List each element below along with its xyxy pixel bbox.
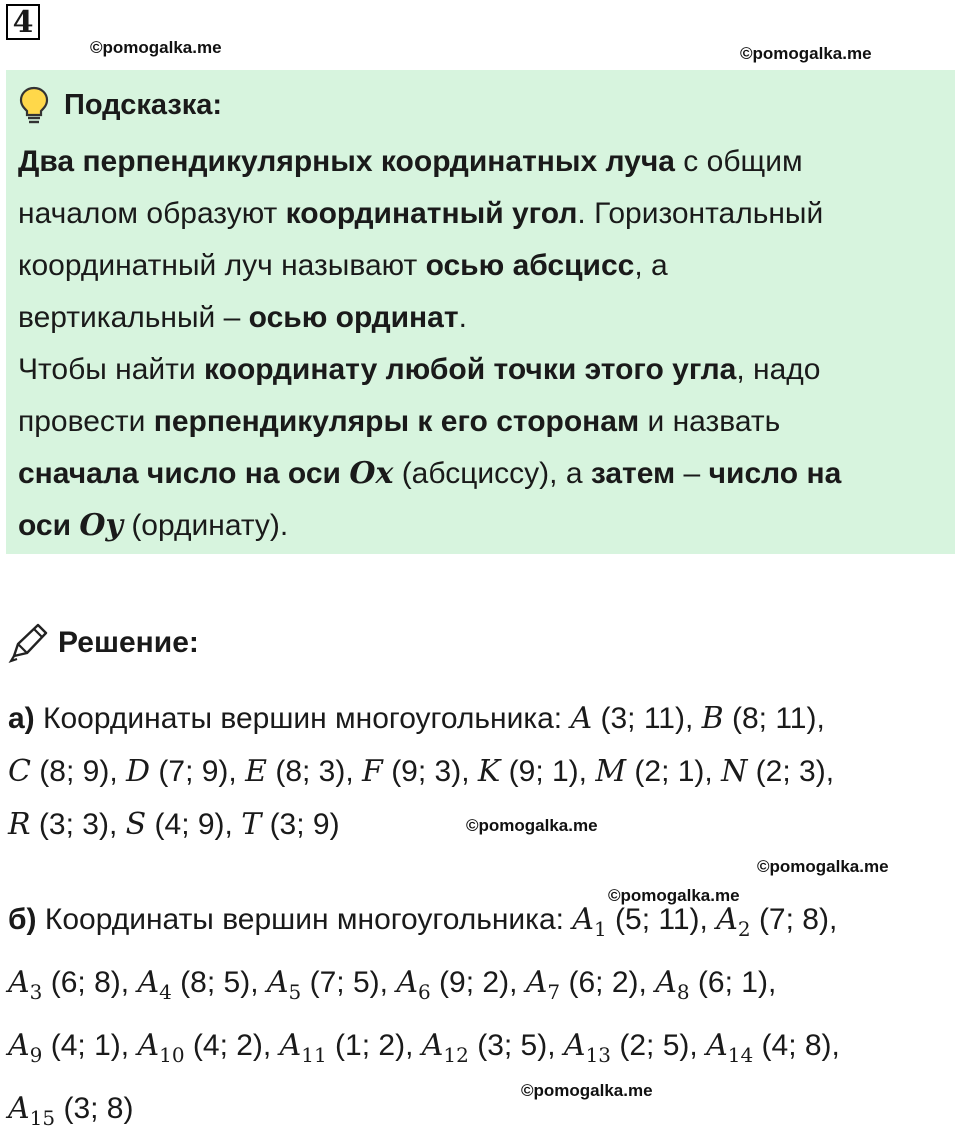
solution-line: C (8; 9), D (7; 9), E (8; 3), F (9; 3), K (9; 1), M (2; 1), N (2; 3),	[8, 754, 835, 789]
point	[137, 965, 251, 1004]
point-coords: (9; 3)	[382, 755, 462, 788]
watermark: ©pomogalka.me	[740, 44, 872, 63]
hint-line: вертикальный – осью ординат.	[18, 301, 467, 334]
solution-part-b	[8, 893, 840, 1145]
point-name: N	[721, 754, 748, 789]
point-name: D	[126, 754, 151, 789]
point-name: $A_{10}$	[137, 1028, 185, 1067]
point-name: $A_{15}$	[8, 1091, 56, 1130]
point-name: $A_7$	[525, 965, 561, 1004]
point-name: R	[8, 807, 31, 842]
point	[8, 1091, 134, 1130]
point-coords: (3; 9)	[261, 808, 340, 841]
point-subscript: 15	[29, 1106, 56, 1130]
lightbulb-icon	[18, 85, 50, 125]
point-subscript: 4	[159, 980, 172, 1004]
task-number: 4	[6, 4, 40, 40]
watermark: ©pomogalka.me	[90, 38, 222, 57]
point-name: M	[595, 754, 627, 789]
point-subscript: 10	[159, 1043, 185, 1067]
point-name: $A_{11}$	[279, 1028, 327, 1067]
solution-line: б) Координаты вершин многоугольника: $A_1$ (5; 11), $A_2$ (7; 8),	[8, 902, 838, 941]
point-subscript: 6	[417, 980, 431, 1004]
point-name: $A_8$	[655, 965, 690, 1004]
point-subscript: 7	[547, 980, 561, 1004]
point	[137, 1028, 263, 1067]
point-subscript: 1	[593, 917, 607, 941]
point-coords: (3; 11)	[592, 702, 685, 735]
point-name: E	[245, 754, 267, 789]
point	[8, 965, 121, 1004]
point-name: B	[701, 701, 724, 736]
point	[702, 702, 817, 735]
hint-line: провести перпендикуляры к его сторонам и назвать	[18, 405, 781, 438]
point-name: F	[362, 754, 383, 789]
solution-line: $A_9$ (4; 1), $A_{10}$ (4; 2), $A_{11}$ (1; 2), $A_{12}$ (3; 5), $A_{13}$ (2; 5), $A_{14}$ (4; 8),	[8, 1028, 840, 1067]
point-coords: (7; 5)	[301, 966, 380, 999]
point-name: $A_1$	[572, 902, 607, 941]
hint-text	[18, 136, 955, 552]
watermark: ©pomogalka.me	[466, 816, 598, 835]
point	[563, 1028, 690, 1067]
solution-header	[8, 622, 199, 664]
solution-line: $A_3$ (6; 8), $A_4$ (8; 5), $A_5$ (7; 5), $A_6$ (9; 2), $A_7$ (6; 2), $A_8$ (6; 1),	[8, 965, 777, 1004]
solution-line	[8, 1082, 840, 1145]
point-coords: (7; 8)	[750, 903, 829, 936]
point-name: $A_3$	[8, 965, 43, 1004]
point-coords: (4; 9)	[146, 808, 225, 841]
point-name: S	[125, 807, 147, 842]
point-coords: (8; 3)	[267, 755, 346, 788]
point-coords: (4; 2)	[184, 1029, 263, 1062]
point-coords: (2; 3)	[747, 755, 826, 788]
hint-line: оси Oy (ординату).	[18, 508, 289, 543]
point-name: $A_6$	[396, 965, 431, 1004]
point-coords: (4; 1)	[42, 1029, 121, 1062]
point	[478, 755, 579, 788]
point	[716, 902, 829, 941]
point	[525, 965, 639, 1004]
point	[266, 965, 380, 1004]
point-subscript: 14	[727, 1043, 754, 1067]
watermark: ©pomogalka.me	[608, 886, 740, 905]
point	[655, 965, 768, 1004]
point	[241, 808, 339, 841]
point	[721, 755, 826, 788]
point-subscript: 5	[288, 980, 302, 1004]
point-name: $A_2$	[716, 902, 751, 941]
point	[595, 755, 704, 788]
point-subscript: 11	[301, 1043, 327, 1067]
hint-box	[6, 70, 955, 554]
point-name: A	[570, 701, 593, 736]
point	[572, 902, 700, 941]
point-coords: (9; 1)	[500, 755, 579, 788]
point-coords: (3; 8)	[55, 1092, 134, 1125]
watermark: ©pomogalka.me	[757, 857, 889, 876]
point-name: C	[8, 754, 31, 789]
part-intro: Координаты вершин многоугольника:	[36, 903, 573, 936]
point	[8, 755, 109, 788]
hint-line: координатный луч называют осью абсцисс, а	[18, 249, 668, 282]
point	[279, 1028, 406, 1067]
point-subscript: 12	[443, 1043, 469, 1067]
point-coords: (7; 9)	[150, 755, 229, 788]
point	[8, 808, 109, 841]
point-coords: (6; 2)	[560, 966, 639, 999]
point	[570, 702, 684, 735]
point-coords: (9; 2)	[430, 966, 510, 999]
watermark: ©pomogalka.me	[521, 1081, 653, 1100]
hint-title: Подсказка:	[64, 88, 223, 121]
hint-header	[18, 80, 955, 130]
solution-title: Решение:	[58, 626, 199, 659]
point-coords: (8; 5)	[171, 966, 251, 999]
hint-line: сначала число на оси Ox (абсциссу), а затем – число на	[18, 456, 842, 491]
point-coords: (3; 5)	[468, 1029, 548, 1062]
point-coords: (8; 9)	[30, 755, 110, 788]
point-subscript: 8	[676, 980, 690, 1004]
point-name: $A_{13}$	[563, 1028, 612, 1067]
solution-line: а) Координаты вершин многоугольника: A (3; 11), B (8; 11),	[8, 701, 825, 736]
point-subscript: 13	[585, 1043, 612, 1067]
point-coords: (6; 1)	[689, 966, 768, 999]
point-coords: (2; 5)	[611, 1029, 690, 1062]
point	[245, 755, 345, 788]
point-name: T	[241, 807, 262, 842]
point-coords: (2; 1)	[626, 755, 705, 788]
pencil-icon	[8, 622, 48, 664]
point-name: $A_{14}$	[706, 1028, 754, 1067]
point-coords: (1; 2)	[326, 1029, 406, 1062]
point	[706, 1028, 832, 1067]
point	[421, 1028, 548, 1067]
point-subscript: 3	[29, 980, 43, 1004]
hint-line: Два перпендикулярных координатных луча с общим	[18, 145, 803, 178]
point	[8, 1028, 121, 1067]
point	[362, 755, 461, 788]
point-name: $A_5$	[266, 965, 302, 1004]
point-subscript: 2	[737, 917, 751, 941]
point-name: $A_9$	[8, 1028, 43, 1067]
solution-line: R (3; 3), S (4; 9), T (3; 9)	[8, 807, 340, 842]
hint-line: Чтобы найти координату любой точки этого угла, надо	[18, 353, 821, 386]
point	[396, 965, 510, 1004]
point-coords: (5; 11)	[606, 903, 700, 936]
part-label: б)	[8, 903, 37, 936]
part-intro: Координаты вершин многоугольника:	[34, 702, 571, 735]
point	[126, 808, 225, 841]
point	[126, 755, 228, 788]
point-name: $A_{12}$	[421, 1028, 469, 1067]
point-coords: (4; 8)	[753, 1029, 832, 1062]
point-coords: (6; 8)	[42, 966, 121, 999]
part-label: а)	[8, 702, 35, 735]
point-coords: (3; 3)	[30, 808, 109, 841]
point-name: $A_4$	[137, 965, 172, 1004]
point-coords: (8; 11)	[723, 702, 817, 735]
point-subscript: 9	[29, 1043, 43, 1067]
hint-line: началом образуют координатный угол. Горизонтальный	[18, 197, 824, 230]
solution-part-a	[8, 692, 834, 851]
point-name: K	[477, 754, 501, 789]
